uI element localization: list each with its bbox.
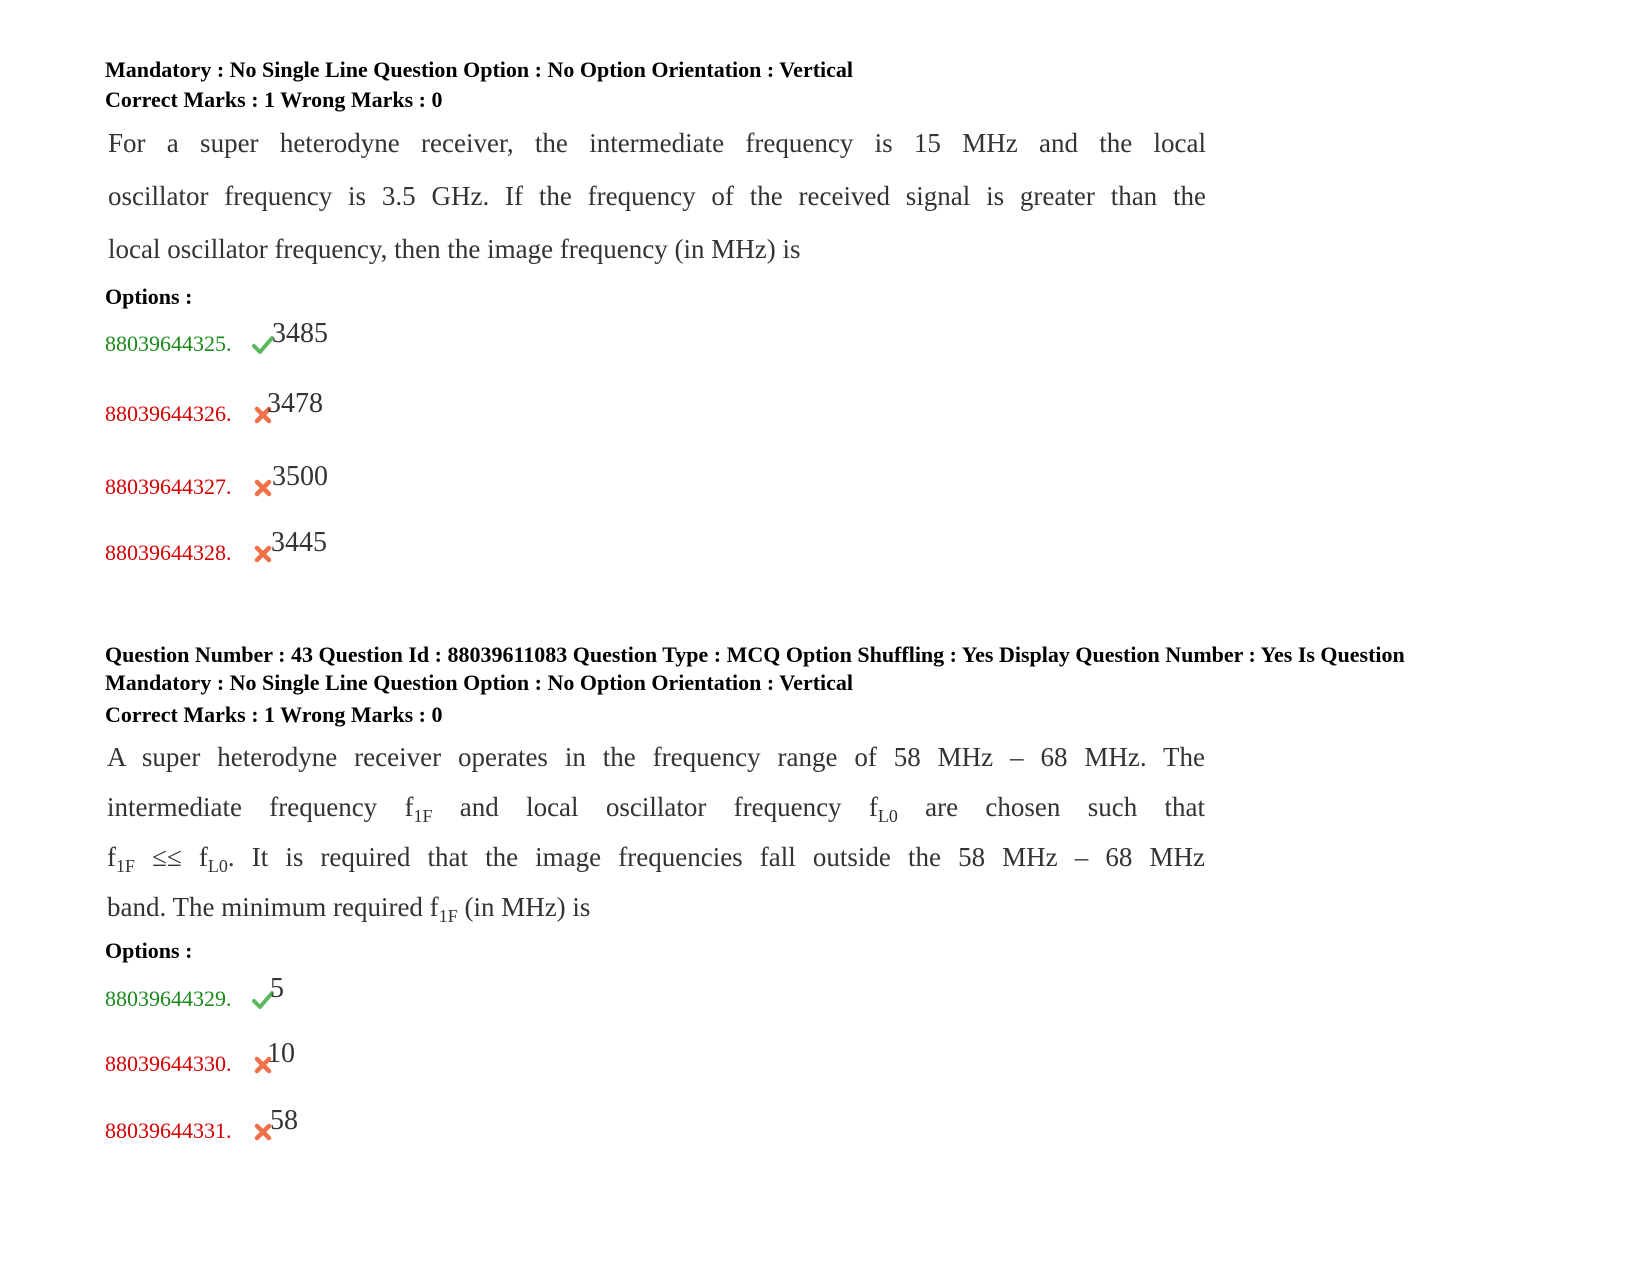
marks-line: Correct Marks : 1 Wrong Marks : 0 [105, 702, 443, 727]
option-id: 88039644331. [105, 1118, 232, 1143]
check-icon [252, 334, 274, 356]
question-text-line: For a super heterodyne receiver, the intermediate frequency is 15 MHz and the local [108, 128, 1206, 158]
question-text-line: local oscillator frequency, then the image frequency (in MHz) is [108, 234, 801, 264]
options-label: Options : [105, 938, 193, 963]
question-block-2 [105, 640, 1555, 1143]
options-label: Options : [105, 284, 193, 309]
question-text-line: A super heterodyne receiver operates in the frequency range of 58 MHz – 68 MHz. The [107, 742, 1205, 772]
option-item [105, 527, 1555, 565]
option-id: 88039644329. [105, 986, 232, 1011]
question-text-line: intermediate frequency $f_{1F}$ and local oscillator frequency $f_{L0}$ are chosen such that [107, 792, 1205, 826]
question-text [107, 732, 1205, 932]
option-value: 58 [270, 1105, 298, 1136]
option-item [105, 318, 1555, 356]
option-id: 88039644326. [105, 401, 232, 426]
option-item [105, 1038, 1555, 1076]
marks-line: Correct Marks : 1 Wrong Marks : 0 [105, 87, 443, 112]
question-meta-line: Question Number : 43 Question Id : 88039611083 Question Type : MCQ Option Shuffling : Yes Display Question Number : Yes Is Question [105, 642, 1405, 667]
question-meta-line: Mandatory : No Single Line Question Option : No Option Orientation : Vertical [105, 670, 854, 695]
option-item [105, 1105, 1555, 1143]
option-value: 10 [267, 1038, 295, 1069]
question-text-line: oscillator frequency is 3.5 GHz. If the frequency of the received signal is greater than the [108, 181, 1206, 211]
option-id: 88039644328. [105, 540, 232, 565]
option-item [105, 461, 1555, 499]
question-block-1 [105, 55, 1555, 565]
option-value: 3485 [272, 318, 328, 349]
question-text-line: band. The minimum required $f_{1F}$ (in MHz) is [107, 892, 591, 926]
question-text-line: $f_{1F} \le\le f_{L0}$. It is required that the image frequencies fall outside the 58 MHz – 68 MHz [107, 842, 1205, 876]
document-page [105, 55, 1555, 1143]
cross-icon [252, 477, 274, 499]
option-value: 3500 [272, 461, 328, 492]
option-value: 3478 [267, 388, 323, 419]
option-value: 3445 [271, 527, 327, 558]
option-item [105, 973, 1555, 1011]
option-id: 88039644327. [105, 474, 232, 499]
option-item [105, 388, 1555, 426]
question-text [108, 117, 1206, 276]
option-value: 5 [270, 973, 284, 1004]
option-id: 88039644325. [105, 331, 232, 356]
question-meta-line: Mandatory : No Single Line Question Option : No Option Orientation : Vertical [105, 57, 854, 82]
option-id: 88039644330. [105, 1051, 232, 1076]
